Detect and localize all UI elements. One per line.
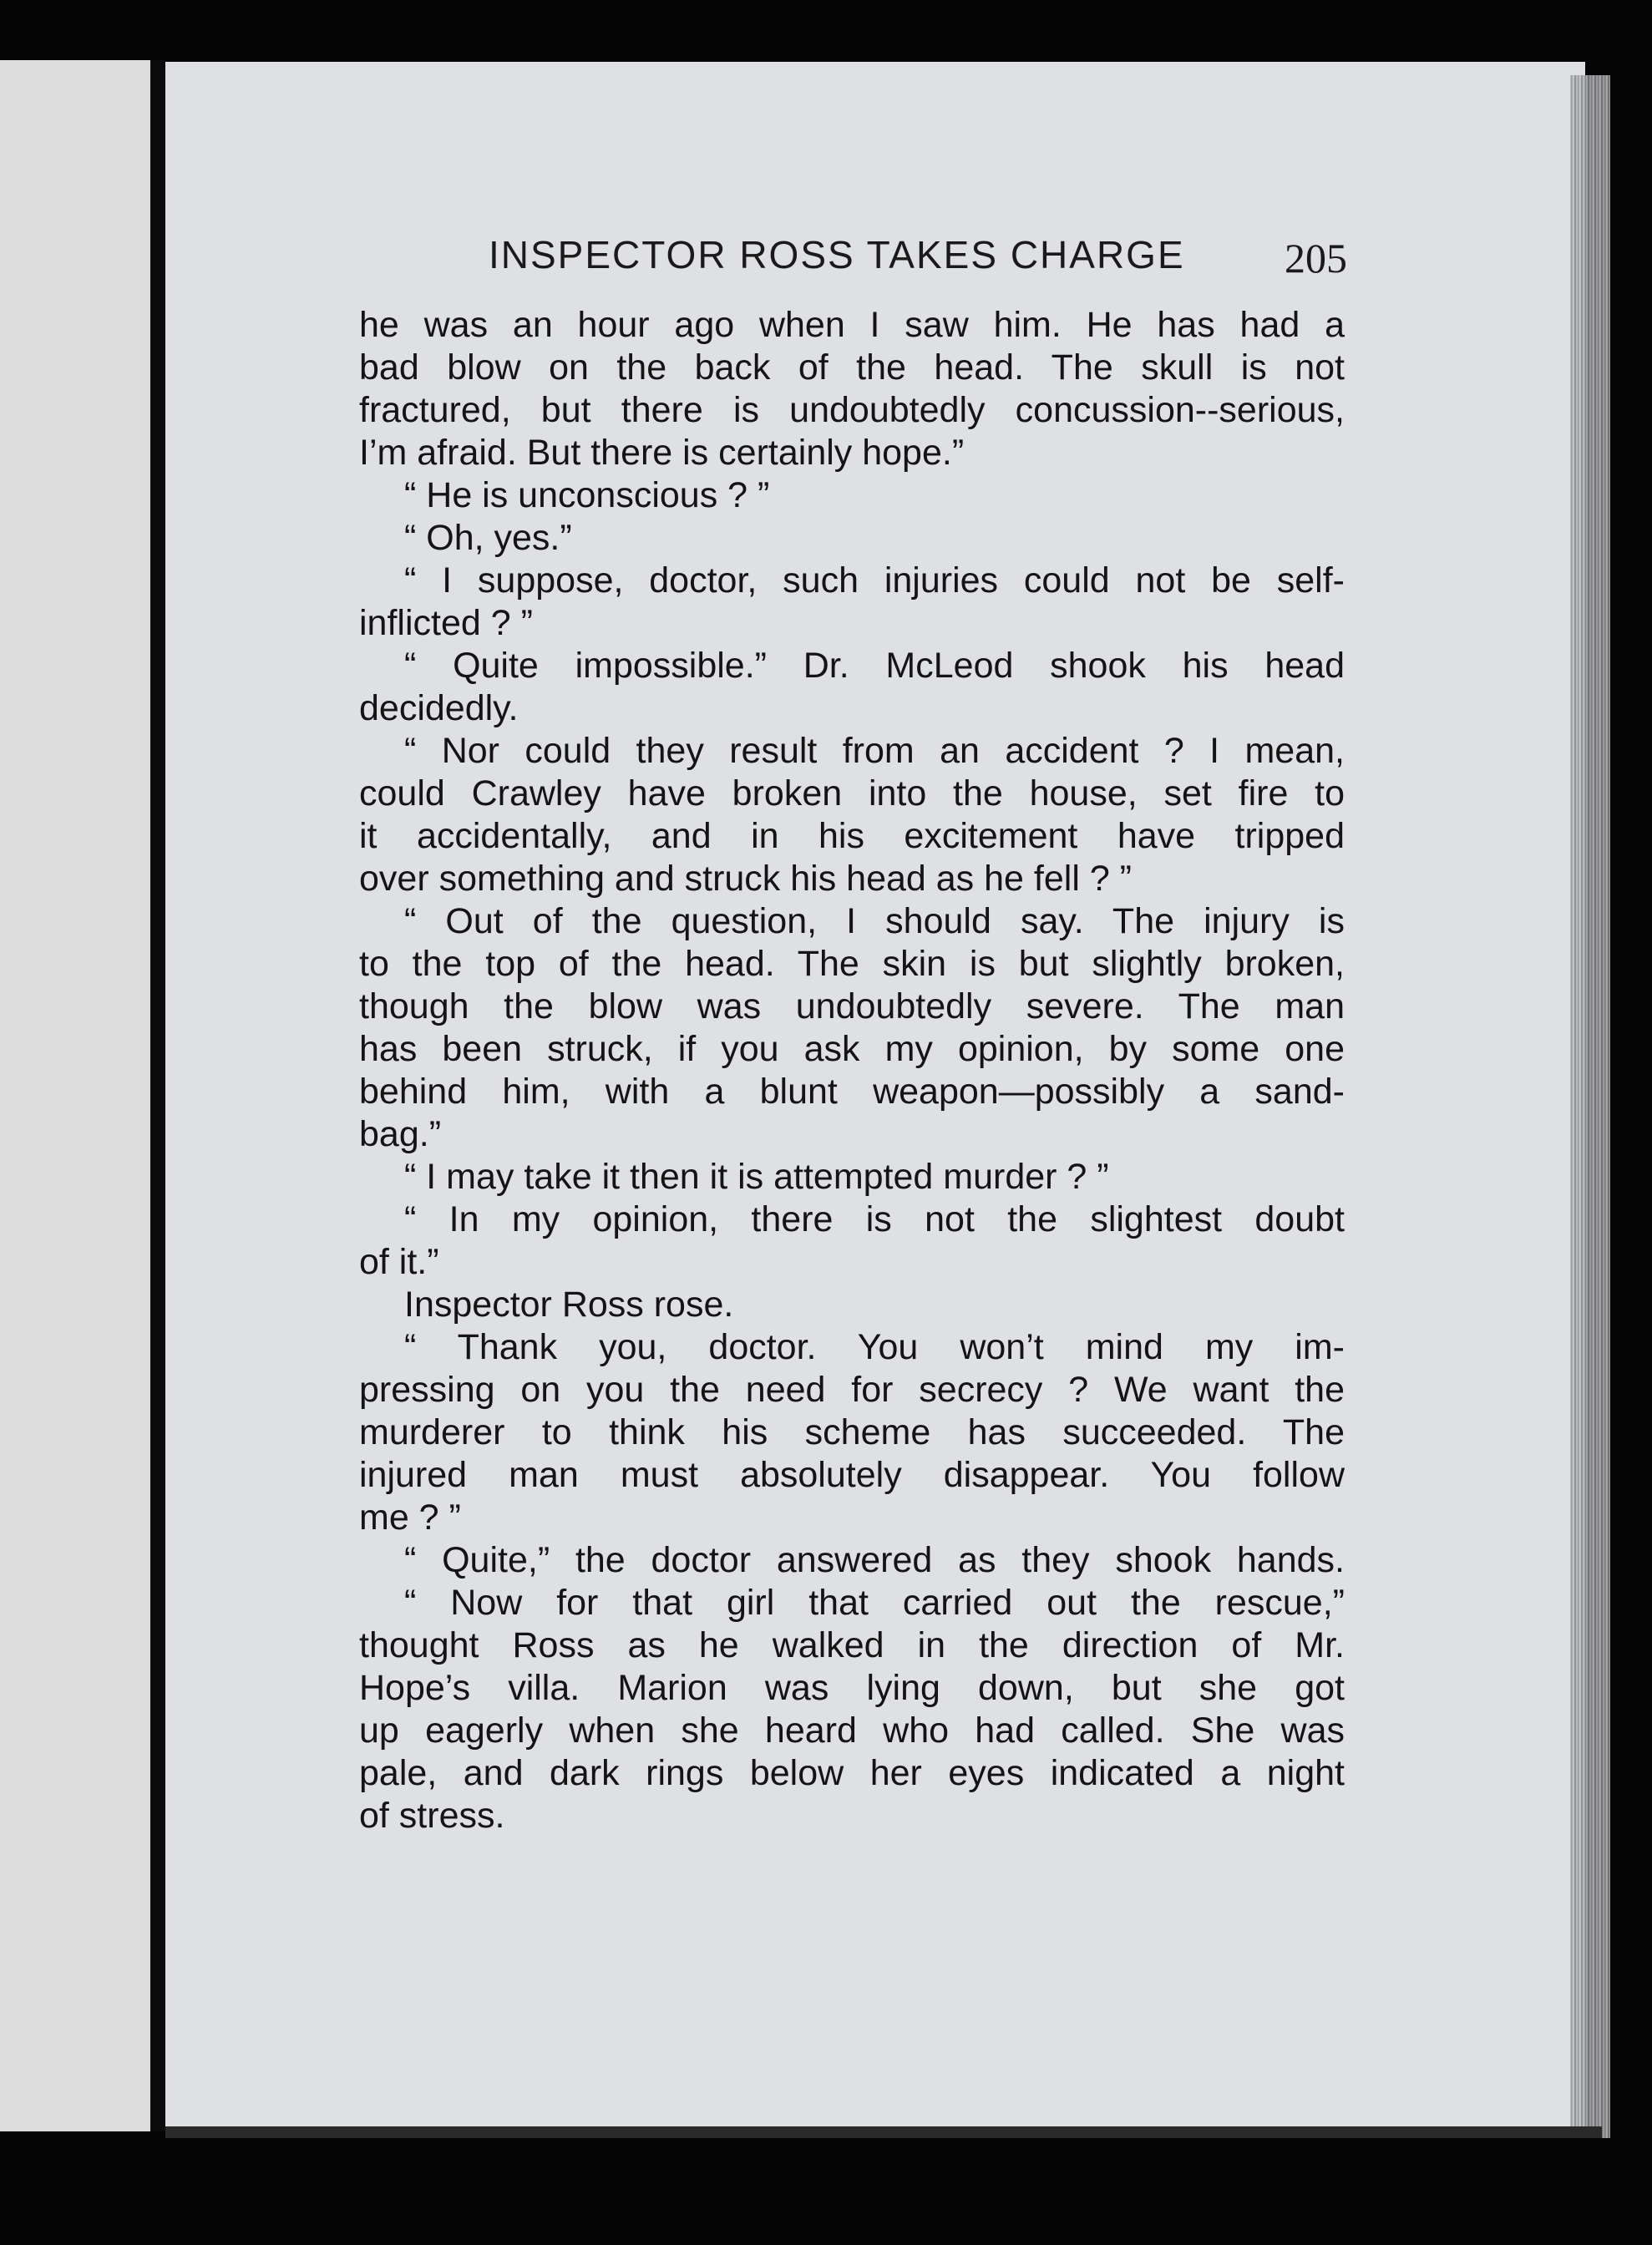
text-line: Hope’s villa. Marion was lying down, but she got (359, 1668, 1345, 1708)
text-line: “ He is unconscious ? ” (404, 475, 770, 515)
text-line: of stress. (359, 1796, 505, 1836)
running-head: INSPECTOR ROSS TAKES CHARGE (489, 233, 1185, 276)
text-line: “ Oh, yes.” (404, 518, 572, 558)
text-line: to the top of the head. The skin is but slightly broken, (359, 944, 1345, 984)
text-line: “ Nor could they result from an accident ? I mean, (404, 731, 1345, 771)
page-edge-texture (1570, 75, 1610, 2138)
text-line: I’m afraid. But there is certainly hope.” (359, 433, 965, 473)
facing-page (0, 60, 150, 2131)
text-line: me ? ” (359, 1498, 461, 1538)
text-line: it accidentally, and in his excitement have tripped (359, 816, 1345, 856)
body-text (359, 304, 1345, 1837)
text-line: pressing on you the need for secrecy ? We want the (359, 1370, 1345, 1410)
text-line: Inspector Ross rose. (404, 1285, 734, 1325)
text-line: “ I suppose, doctor, such injuries could not be self- (404, 560, 1345, 601)
text-line: “ Quite,” the doctor answered as they shook hands. (404, 1540, 1345, 1580)
text-line: fractured, but there is undoubtedly concussion--serious, (359, 390, 1345, 430)
text-line: of it.” (359, 1242, 439, 1282)
text-line: “ Quite impossible.” Dr. McLeod shook his head (404, 646, 1345, 686)
text-line: murderer to think his scheme has succeeded. The (359, 1412, 1345, 1452)
text-line: over something and struck his head as he fell ? ” (359, 859, 1133, 899)
page-number: 205 (1285, 235, 1347, 281)
text-line: “ Thank you, doctor. You won’t mind my im- (404, 1327, 1345, 1367)
book-gutter (150, 60, 165, 2131)
text-line: “ In my opinion, there is not the slightest doubt (404, 1199, 1345, 1239)
text-line: behind him, with a blunt weapon—possibly a sand- (359, 1072, 1345, 1112)
text-line: decidedly. (359, 688, 519, 728)
text-line: “ Now for that girl that carried out the rescue,” (404, 1583, 1345, 1623)
text-line: though the blow was undoubtedly severe. The man (359, 986, 1345, 1026)
text-line: inflicted ? ” (359, 603, 533, 643)
text-line: bad blow on the back of the head. The skull is not (359, 347, 1345, 388)
text-line: “ I may take it then it is attempted murder ? ” (404, 1157, 1109, 1197)
text-line: bag.” (359, 1114, 442, 1154)
text-line: injured man must absolutely disappear. You follow (359, 1455, 1345, 1495)
text-line: has been struck, if you ask my opinion, by some one (359, 1029, 1345, 1069)
text-line: pale, and dark rings below her eyes indicated a night (359, 1753, 1345, 1793)
text-line: thought Ross as he walked in the direction of Mr. (359, 1625, 1345, 1665)
text-line: could Crawley have broken into the house, set fire to (359, 773, 1345, 813)
page-bottom-edge (165, 2126, 1602, 2138)
text-line: “ Out of the question, I should say. The injury is (404, 901, 1345, 941)
text-line: up eagerly when she heard who had called. She was (359, 1710, 1345, 1751)
text-line: he was an hour ago when I saw him. He has had a (359, 305, 1345, 345)
